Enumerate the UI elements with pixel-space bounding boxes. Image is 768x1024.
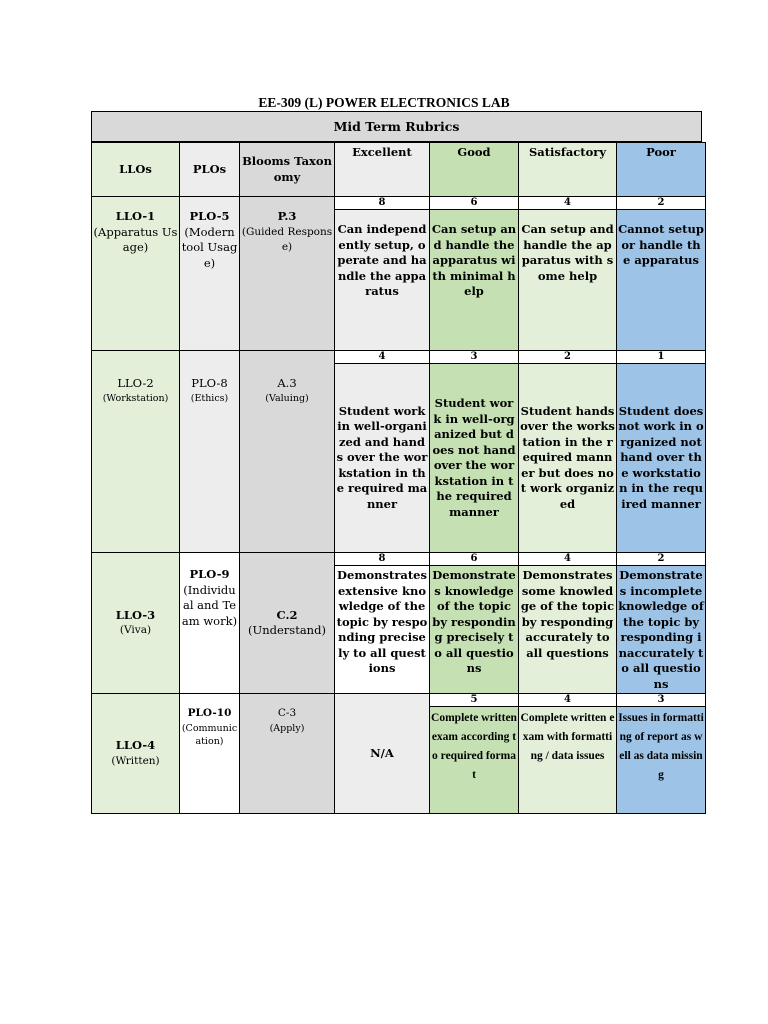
- score-good: 5: [430, 694, 519, 707]
- table-row: [92, 694, 706, 707]
- rubric-subtitle: Mid Term Rubrics: [91, 111, 702, 142]
- plo-cell: [180, 351, 240, 553]
- plo-code: PLO-9: [189, 567, 230, 581]
- plo-description: (Ethics): [190, 392, 229, 404]
- plo-code: PLO-10: [187, 707, 232, 719]
- llo-cell: [92, 351, 180, 553]
- criteria-good: Complete written exam according to required format: [430, 707, 519, 814]
- criteria-excellent: Demonstrates extensive knowledge of the topic by responding precisely to all questions: [335, 566, 430, 694]
- bloom-cell: [240, 197, 335, 351]
- score-good: 3: [430, 351, 519, 364]
- rubric-table: [91, 142, 706, 814]
- bloom-cell: [240, 694, 335, 814]
- criteria-good: Can setup and handle the apparatus with minimal help: [430, 210, 519, 351]
- plo-cell: [180, 553, 240, 694]
- score-satisfactory: 4: [519, 197, 617, 210]
- table-row: [92, 351, 706, 364]
- plo-code: PLO-8: [191, 376, 228, 390]
- criteria-poor: Cannot setup or handle the apparatus: [617, 210, 706, 351]
- criteria-satisfactory: Student hands over the workstation in the required manner but does not work organized: [519, 364, 617, 553]
- score-excellent: 8: [335, 553, 430, 566]
- bloom-level: C.2: [276, 607, 298, 622]
- llo-description: (Viva): [119, 624, 152, 636]
- criteria-poor: Demonstrates incomplete knowledge of the topic by responding inaccurately to all questions: [617, 566, 706, 694]
- table-row: [92, 197, 706, 210]
- score-satisfactory: 2: [519, 351, 617, 364]
- plo-description: (Individual and Team work): [181, 582, 238, 628]
- llo-cell: [92, 553, 180, 694]
- bloom-description: (Valuing): [265, 392, 309, 404]
- llo-description: (Written): [111, 754, 160, 767]
- bloom-cell: [240, 553, 335, 694]
- criteria-poor: Student does not work in organized not hand over the workstation in the required manner: [617, 364, 706, 553]
- plo-code: PLO-5: [189, 209, 230, 223]
- table-row: [92, 553, 706, 566]
- bloom-cell: [240, 351, 335, 553]
- criteria-satisfactory: Can setup and handle the apparatus with some help: [519, 210, 617, 351]
- header-blooms: Blooms Taxonomy: [240, 143, 335, 197]
- score-satisfactory: 4: [519, 553, 617, 566]
- criteria-excellent: Student work in well-organized and hands over the workstation in the required manner: [335, 364, 430, 553]
- score-poor: 3: [617, 694, 706, 707]
- score-poor: 2: [617, 197, 706, 210]
- score-good: 6: [430, 197, 519, 210]
- header-good: Good: [430, 143, 519, 197]
- header-plos: PLOs: [180, 143, 240, 197]
- criteria-excellent: N/A: [335, 694, 430, 814]
- criteria-satisfactory: Complete written exam with formatting / data issues: [519, 707, 617, 814]
- score-poor: 1: [617, 351, 706, 364]
- bloom-level: C-3: [277, 707, 297, 719]
- plo-cell: [180, 197, 240, 351]
- score-excellent: 8: [335, 197, 430, 210]
- llo-cell: [92, 197, 180, 351]
- bloom-level: P.3: [277, 209, 297, 223]
- bloom-description: (Guided Response): [241, 225, 333, 253]
- llo-code: LLO-3: [115, 607, 156, 622]
- criteria-poor: Issues in formatting of report as well as data missing: [617, 707, 706, 814]
- criteria-excellent: Can independently setup, operate and handle the apparatus: [335, 210, 430, 351]
- header-poor: Poor: [617, 143, 706, 197]
- criteria-satisfactory: Demonstrates some knowledge of the topic by responding accurately to all questions: [519, 566, 617, 694]
- llo-code: LLO-2: [117, 376, 154, 390]
- header-row: [92, 143, 706, 197]
- bloom-description: (Understand): [248, 623, 326, 637]
- header-satisfactory: Satisfactory: [519, 143, 617, 197]
- document-title: EE-309 (L) POWER ELECTRONICS LAB: [258, 95, 510, 110]
- plo-cell: [180, 694, 240, 814]
- llo-description: (Workstation): [102, 392, 169, 404]
- criteria-good: Student work in well-organized but does not hand over the workstation in the required manner: [430, 364, 519, 553]
- llo-code: LLO-4: [115, 738, 156, 752]
- llo-description: (Apparatus Usage): [93, 224, 178, 254]
- llo-cell: [92, 694, 180, 814]
- score-excellent: 4: [335, 351, 430, 364]
- criteria-good: Demonstrates knowledge of the topic by responding precisely to all questions: [430, 566, 519, 694]
- header-excellent: Excellent: [335, 143, 430, 197]
- plo-description: (Communication): [181, 722, 238, 747]
- score-satisfactory: 4: [519, 694, 617, 707]
- header-llos: LLOs: [92, 143, 180, 197]
- score-good: 6: [430, 553, 519, 566]
- bloom-level: A.3: [277, 376, 297, 390]
- plo-description: (Modern tool Usage): [181, 224, 238, 270]
- score-poor: 2: [617, 553, 706, 566]
- llo-code: LLO-1: [115, 209, 156, 223]
- bloom-description: (Apply): [269, 722, 305, 734]
